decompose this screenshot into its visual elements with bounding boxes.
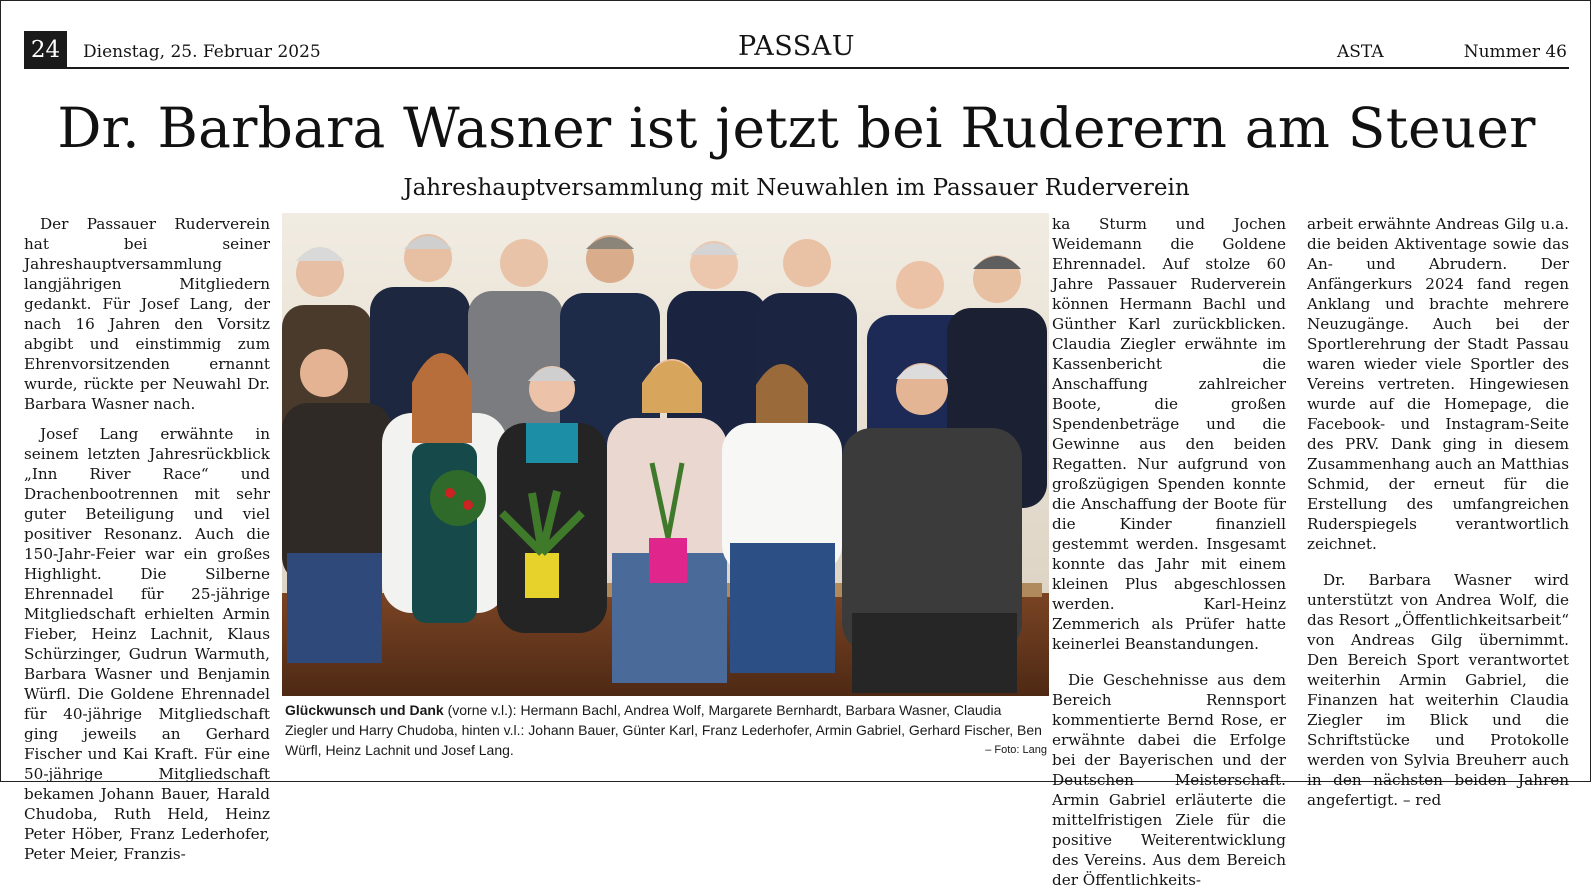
page-number: 24 <box>24 31 67 69</box>
article-headline: Dr. Barbara Wasner ist jetzt bei Ruderern am Steuer <box>57 96 1536 160</box>
article-column-3 <box>1052 214 1286 890</box>
paragraph: Dr. Barbara Wasner wird unterstützt von Andrea Wolf, die das Resort „Öffentlichkeitsarbeit“ von Andreas Gilg übernimmt. Den Bereich Sport verantwortet weiterhin Armin Gabriel, die Finanzen hat weiterhin Claudia Ziegler im Blick und die Schriftstücke und Protokolle werden von Sylvia Breuherr auch in den nächsten beiden Jahren angefertigt. – red <box>1307 571 1569 809</box>
edition-label: ASTA <box>1337 42 1384 62</box>
article-column-4 <box>1307 214 1569 810</box>
header-rule <box>24 67 1569 69</box>
issue-date: Dienstag, 25. Februar 2025 <box>83 42 321 62</box>
group-photo <box>282 213 1049 696</box>
group-photo-illustration <box>282 213 1049 696</box>
photo-credit: – Foto: Lang <box>985 744 1047 756</box>
caption-lead: Glückwunsch und Dank <box>285 702 444 718</box>
paragraph: ka Sturm und Jochen Weidemann die Goldene Ehrennadel. Auf stolze 60 Jahre Passauer Ruderverein können Hermann Bachl und Günther Karl zurückblicken. Claudia Ziegler erwähnte im Kassenbericht die Anschaffung zahlreicher Boote, die großen Spendenbeträge und die Gewinne aus den beiden Regatten. Nur aufgrund von großzügigen Spenden konnte die Anschaffung der Boote für die Kinder finanziell gestemmt werden. Insgesamt konnte das Jahr mit einem kleinen Plus abgeschlossen werden. Karl-Heinz Zemmerich als Prüfer hatte keinerlei Beanstandungen. <box>1052 215 1286 653</box>
issue-number: Nummer 46 <box>1463 42 1567 62</box>
article-subheadline: Jahreshauptversammlung mit Neuwahlen im Passauer Ruderverein <box>403 175 1190 201</box>
paragraph: Der Passauer Ruderverein hat bei seiner Jahreshauptversammlung langjährigen Mitgliedern gedankt. Für Josef Lang, der nach 16 Jahren den Vorsitz abgibt und einstimmig zum Ehrenvorsitzenden ernannt wurde, rückte per Neuwahl Dr. Barbara Wasner nach. <box>24 215 270 413</box>
paragraph: Josef Lang erwähnte in seinem letzten Jahresrückblick „Inn River Race“ und Drachenbootrennen mit sehr guter Beteiligung und viel positiver Resonanz. Auch die 150-Jahr-Feier war ein großes Highlight. Die Silberne Ehrennadel für 25-jährige Mitgliedschaft erhielten Armin Fieber, Heinz Lachnit, Klaus Schürzinger, Gudrun Warmuth, Barbara Wasner und Benjamin Würfl. Die Goldene Ehrennadel für 40-jährige Mitgliedschaft ging jeweils an Gerhard Fischer und Kai Kraft. Für eine 50-jährige Mitgliedschaft bekamen Johann Bauer, Harald Chudoba, Ruth Held, Heinz Peter Höber, Franz Lederhofer, Peter Meier, Franzis- <box>24 425 270 863</box>
paragraph: arbeit erwähnte Andreas Gilg u.a. die beiden Aktiventage sowie das An- und Abrudern. Der Anfängerkurs 2024 fand regen Anklang und brachte mehrere Neuzugänge. Auch bei der Sportlerehrung der Stadt Passau waren wieder viele Sportler des Vereins vertreten. Hingewiesen wurde auf die Homepage, die Facebook- und Instagram-Seite des PRV. Dank ging in diesem Zusammenhang auch an Matthias Schmid, der erneut für die Erstellung des umfangreichen Ruderspiegels verantwortlich zeichnet. <box>1307 215 1569 553</box>
paragraph: Die Geschehnisse aus dem Bereich Rennsport kommentierte Bernd Rose, er erwähnte dabei die Erfolge bei der Bayerischen und der Deutschen Meisterschaft. Armin Gabriel erläuterte die mittelfristigen Ziele für die positive Weiterentwicklung des Vereins. Aus dem Bereich der Öffentlichkeits- <box>1052 671 1286 889</box>
section-title: PASSAU <box>738 31 855 62</box>
photo-caption <box>285 700 1047 760</box>
article-column-1 <box>24 214 270 864</box>
caption-text: (vorne v.l.): Hermann Bachl, Andrea Wolf, Margarete Bernhardt, Barbara Wasner, Claudia Ziegler und Harry Chudoba, hinten v.l.: Johann Bauer, Günter Karl, Franz Lederhofer, Armin Gabriel, Gerhard Fischer, Ben Würfl, Heinz Lachnit und Josef Lang. <box>285 702 1042 758</box>
